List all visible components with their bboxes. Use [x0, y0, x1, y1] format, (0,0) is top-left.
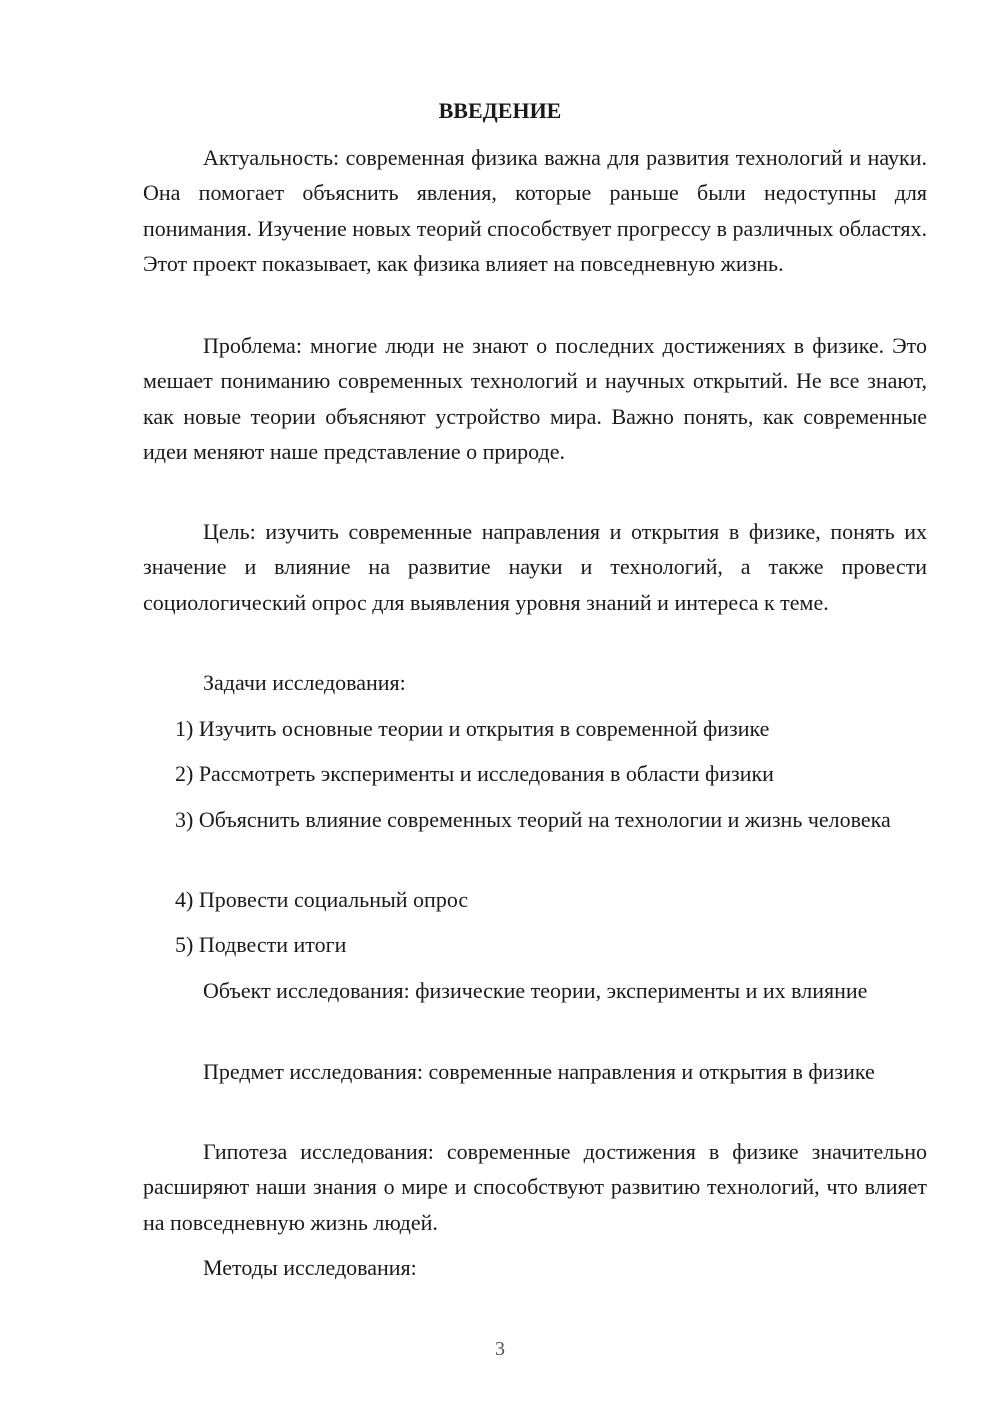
task-item-2: 2) Рассмотреть эксперименты и исследования в области физики [175, 761, 774, 786]
task-item-5: 5) Подвести итоги [175, 932, 347, 957]
task-item-1: 1) Изучить основные теории и открытия в современной физике [175, 716, 770, 741]
methods-heading: Методы исследования: [203, 1255, 417, 1280]
paragraph-goal: Цель: изучить современные направления и открытия в физике, понять их значение и влияние на развитие науки и технологий, а также провести социологический опрос для выявления уровня знаний и интереса к теме. [143, 519, 927, 615]
paragraph-relevance: Актуальность: современная физика важна для развития технологий и науки. Она помогает объяснить явления, которые раньше были недоступны для понимания. Изучение новых теорий способствует прогрессу в различных областях. Этот проект показывает, как физика влияет на повседневную жизнь. [143, 145, 927, 277]
task-item-4: 4) Провести социальный опрос [175, 887, 469, 912]
paragraph-subject: Предмет исследования: современные направления и открытия в физике [203, 1059, 875, 1084]
paragraph-object: Объект исследования: физические теории, эксперименты и их влияние [203, 978, 868, 1003]
task-item-3: 3) Объяснить влияние современных теорий на технологии и жизнь человека [175, 807, 891, 832]
paragraph-hypothesis: Гипотеза исследования: современные достижения в физике значительно расширяют наши знания о мире и способствуют развитию технологий, что влияет на повседневную жизнь людей. [143, 1139, 927, 1235]
page-number: 3 [495, 1338, 505, 1360]
tasks-heading: Задачи исследования: [203, 670, 406, 695]
paragraph-problem: Проблема: многие люди не знают о последних достижениях в физике. Это мешает пониманию современных технологий и научных открытий. Не все знают, как новые теории объясняют устройство мира. Важно понять, как современные идеи меняют наше представление о природе. [143, 333, 927, 465]
section-title: ВВЕДЕНИЕ [438, 98, 562, 123]
